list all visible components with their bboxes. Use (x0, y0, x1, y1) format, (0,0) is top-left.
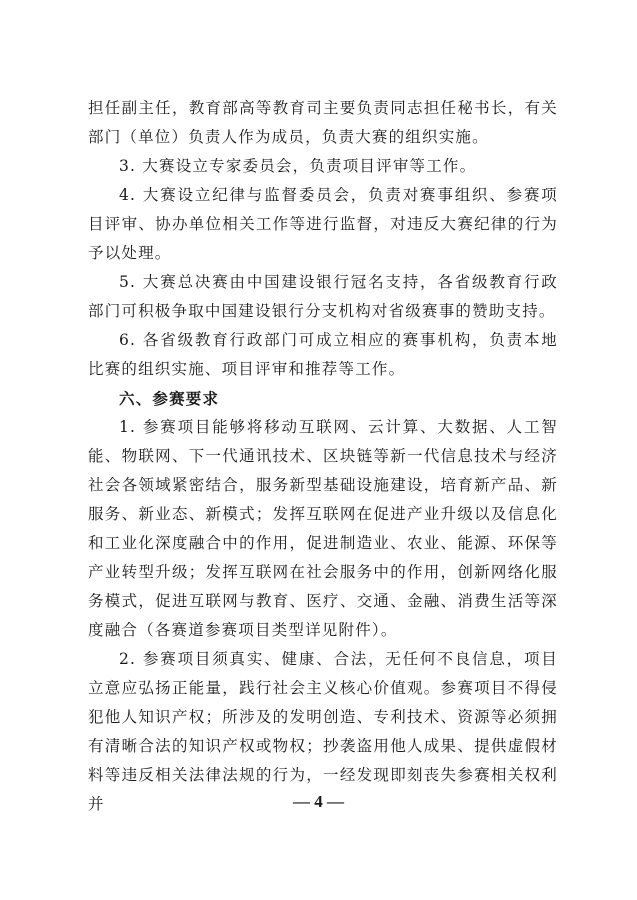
paragraph-item-5: 5. 大赛总决赛由中国建设银行冠名支持，各省级教育行政部门可积极争取中国建设银行分支机构对省级赛事的赞助支持。 (88, 273, 558, 320)
paragraph-item-3: 3. 大赛设立专家委员会，负责项目评审等工作。 (119, 157, 477, 175)
requirement-paragraph-2: 2. 参赛项目须真实、健康、合法，无任何不良信息，项目立意应弘扬正能量，践行社会主义核心价值观。参赛项目不得侵犯他人知识产权；所涉及的发明创造、专利技术、资源等必须拥有清晰合法的知识产权或物权；抄袭盗用他人成果、提供虚假材料等违反相关法律法规的行为，一经发现即刻丧失参赛相关权利并 (88, 650, 558, 813)
paragraph-continuation: 担任副主任，教育部高等教育司主要负责同志担任秘书长，有关部门（单位）负责人作为成员，负责大赛的组织实施。 (88, 99, 558, 146)
paragraph-item-6: 6. 各省级教育行政部门可成立相应的赛事机构，负责本地比赛的组织实施、项目评审和推荐等工作。 (88, 331, 558, 378)
section-heading: 六、参赛要求 (119, 389, 220, 408)
requirement-paragraph-1: 1. 参赛项目能够将移动互联网、云计算、大数据、人工智能、物联网、下一代通讯技术、区块链等新一代信息技术与经济社会各领域紧密结合，服务新型基础设施建设，培育新产品、新服务、新业态、新模式；发挥互联网在促进产业升级以及信息化和工业化深度融合中的作用，促进制造业、农业、能源、环保等产业转型升级；发挥互联网在社会服务中的作用，创新网络化服务模式，促进互联网与教育、医疗、交通、金融、消费生活等深度融合（各赛道参赛项目类型详见附件）。 (88, 418, 558, 639)
document-body (88, 94, 558, 819)
paragraph-item-4: 4. 大赛设立纪律与监督委员会，负责对赛事组织、参赛项目评审、协办单位相关工作等进行监督，对违反大赛纪律的行为予以处理。 (88, 186, 558, 262)
page-number: — 4 — (293, 792, 344, 811)
